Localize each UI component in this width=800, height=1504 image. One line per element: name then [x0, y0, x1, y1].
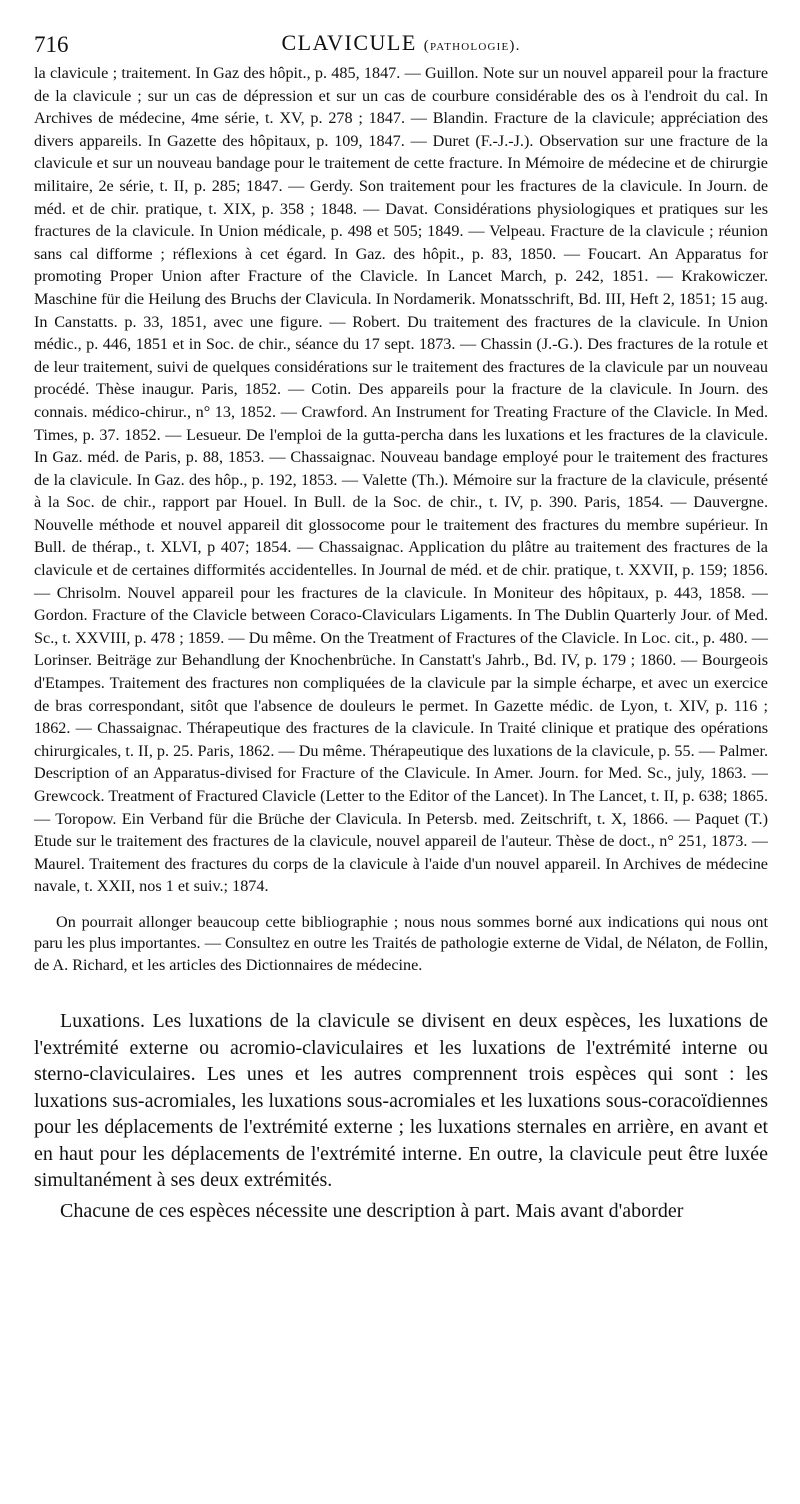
running-title [34, 30, 768, 56]
bibliography-paragraph: la clavicule ; traitement. In Gaz des hôpit., p. 485, 1847. — Guillon. Note sur un nouvel appareil pour la fracture de la clavicule ; sur un cas de dépression et sur un cas de courbure considérable des os à l'endroit du cal. In Archives de médecine, 4me série, t. XV, p. 278 ; 1847. — Blandin. Fracture de la clavicule; appréciation des divers appareils. In Gazette des hôpitaux, p. 109, 1847. — Duret (F.-J.-J.). Observation sur une fracture de la clavicule et sur un nouveau bandage pour le traitement de cette fracture. In Mémoire de médecine et de chirurgie militaire, 2e série, t. II, p. 285; 1847. — Gerdy. Son traitement pour les fractures de la clavicule. In Journ. de méd. et de chir. pratique, t. XIX, p. 358 ; 1848. — Davat. Considérations physiologiques et pratiques sur les fractures de la clavicule. In Union médicale, p. 498 et 505; 1849. — Velpeau. Fracture de la clavicule ; réunion sans cal difforme ; réflexions à cet égard. In Gaz. des hôpit., p. 83, 1850. — Foucart. An Apparatus for promoting Proper Union after Fracture of the Clavicle. In Lancet March, p. 242, 1851. — Krakowiczer. Maschine für die Heilung des Bruchs der Clavicula. In Nordamerik. Monatsschrift, Bd. III, Heft 2, 1851; 15 aug. In Canstatts. p. 33, 1851, avec une figure. — Robert. Du traitement des fractures de la clavicule. In Union médic., p. 446, 1851 et in Soc. de chir., séance du 17 sept. 1873. — Chassin (J.-G.). Des fractures de la rotule et de leur traitement, suivi de quelques considérations sur le traitement des fractures de la clavicule par un nouveau procédé. Thèse inaugur. Paris, 1852. — Cotin. Des appareils pour la fracture de la clavicule. In Journ. des connais. médico-chirur., n° 13, 1852. — Crawford. An Instrument for Treating Fracture of the Clavicle. In Med. Times, p. 37. 1852. — Lesueur. De l'emploi de la gutta-percha dans les luxations et les fractures de la clavicule. In Gaz. méd. de Paris, p. 88, 1853. — Chassaignac. Nouveau bandage employé pour le traitement des fractures de la clavicule. In Gaz. des hôp., p. 192, 1853. — Valette (Th.). Mémoire sur la fracture de la clavicule, présenté à la Soc. de chir., rapport par Houel. In Bull. de la Soc. de chir., t. IV, p. 390. Paris, 1854. — Dauvergne. Nouvelle méthode et nouvel appareil dit glossocome pour le traitement des fractures du membre supérieur. In Bull. de thérap., t. XLVI, p 407; 1854. — Chassaignac. Application du plâtre au traitement des fractures de la clavicule et de certaines difformités accidentelles. In Journal de méd. et de chir. pratique, t. XXVII, p. 159; 1856. — Chrisolm. Nouvel appareil pour les fractures de la clavicule. In Moniteur des hôpitaux, p. 443, 1858. — Gordon. Fracture of the Clavicle between Coraco-Claviculars Ligaments. In The Dublin Quarterly Jour. of Med. Sc., t. XXVIII, p. 478 ; 1859. — Du même. On the Treatment of Fractures of the Clavicle. In Loc. cit., p. 480. — Lorinser. Beiträge zur Behandlung der Knochenbrüche. In Canstatt's Jahrb., Bd. IV, p. 179 ; 1860. — Bourgeois d'Etampes. Traitement des fractures non compliquées de la clavicule par la simple écharpe, et avec un exercice de bras correspondant, sitôt que l'absence de douleurs le permet. In Gazette médic. de Lyon, t. XIV, p. 116 ; 1862. — Chassaignac. Thérapeutique des fractures de la clavicule. In Traité clinique et pratique des opérations chirurgicales, t. II, p. 25. Paris, 1862. — Du même. Thérapeutique des luxations de la clavicule, p. 55. — Palmer. Description of an Apparatus-divised for Fracture of the Clavicule. In Amer. Journ. for Med. Sc., july, 1863. — Grewcock. Treatment of Fractured Clavicle (Letter to the Editor of the Lancet). In The Lancet, t. II, p. 638; 1865. — Toropow. Ein Verband für die Brüche der Clavicula. In Petersb. med. Zeitschrift, t. X, 1866. — Paquet (T.) Etude sur le traitement des fractures de la clavicule, nouvel appareil de l'auteur. Thèse de doct., n° 251, 1873. — Maurel. Traitement des fractures du corps de la clavicule à l'aide d'un nouvel appareil. In Archives de médecine navale, t. XXII, nos 1 et suiv.; 1874. [34, 64, 768, 896]
main-text [34, 1008, 768, 1224]
note-paragraph: On pourrait allonger beaucoup cette bibliographie ; nous nous sommes borné aux indications qui nous ont paru les plus importantes. — Consultez en outre les Traités de pathologie externe de Vidal, de Nélaton, de Follin, de A. Richard, et les articles des Dictionnaires de médecine. [34, 912, 768, 974]
page-number: 716 [34, 32, 69, 57]
luxations-paragraph: Luxations. Les luxations de la clavicule se divisent en deux espèces, les luxations de l'extrémité externe ou acromio-claviculaires et les luxations de l'extrémité interne ou sterno-claviculaires. Les unes et les autres comprennent trois espèces qui sont : les luxations sus-acromiales, les luxations sous-acromiales et les luxations sous-coracoïdiennes pour les déplacements de l'extrémité externe ; les luxations sternales en arrière, en avant et en haut pour les déplacements de l'extrémité interne. En outre, la clavicule peut être luxée simultanément à ses deux extrémités. [34, 1010, 768, 1192]
continuation-paragraph: Chacune de ces espèces nécessite une description à part. Mais avant d'aborder [60, 1199, 684, 1222]
bibliography-block [34, 62, 768, 898]
running-title-main: CLAVICULE [281, 30, 417, 55]
running-header [34, 26, 768, 62]
running-title-sub: (pathologie). [423, 38, 521, 54]
bibliography-note [34, 912, 768, 977]
